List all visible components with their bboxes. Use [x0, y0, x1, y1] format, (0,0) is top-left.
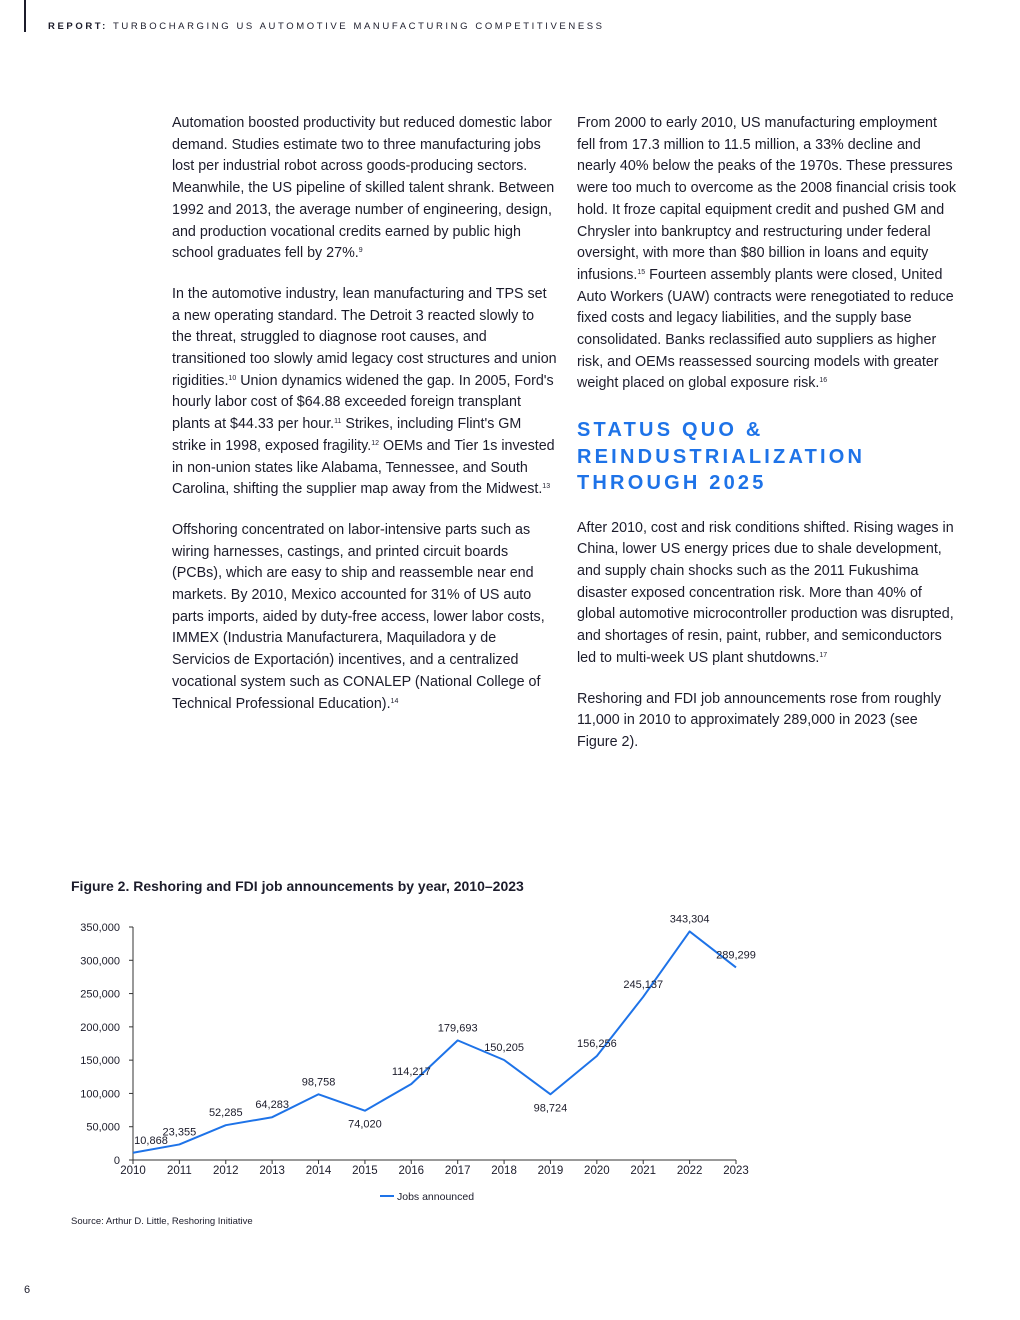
data-label: 98,724 — [533, 1102, 568, 1115]
running-header — [48, 21, 605, 32]
x-tick-label: 2021 — [630, 1165, 657, 1177]
footnote-ref: 15 — [637, 268, 646, 276]
data-label: 23,355 — [162, 1126, 197, 1139]
data-label: 245,137 — [623, 978, 664, 991]
x-tick-label: 2018 — [491, 1165, 517, 1177]
header-title: TURBOCHARGING US AUTOMOTIVE MANUFACTURING COMPETITIVENESS — [112, 21, 605, 32]
footnote-ref: 17 — [819, 651, 828, 659]
series-line-jobs-announced — [133, 931, 736, 1152]
section-heading: STATUS QUO & REINDUSTRIALIZATION THROUGH 2025 — [577, 419, 866, 495]
data-label: 52,285 — [208, 1107, 243, 1120]
data-label: 64,283 — [255, 1099, 289, 1112]
footnote-ref: 14 — [390, 697, 399, 705]
data-label: 343,304 — [669, 913, 710, 926]
x-tick-label: 2017 — [444, 1165, 471, 1177]
y-tick-label: 100,000 — [80, 1088, 120, 1101]
data-label: 114,217 — [391, 1065, 431, 1078]
data-label: 150,205 — [484, 1042, 524, 1055]
footnote-ref: 12 — [371, 439, 379, 447]
x-tick-label: 2019 — [537, 1165, 564, 1177]
left-paragraph-1: Automation boosted productivity but reduced domestic labor demand. Studies estimate two to three manufacturing jobs lost per industrial robot across goods-producing sectors. Meanwhile, the US pipeline of skilled talent shrank. Between 1992 and 2013, the average number of engineering, design, and production vocational credits earned by public high school graduates fell by 27%.$^9$ — [172, 115, 555, 262]
data-label: 74,020 — [348, 1118, 382, 1131]
data-label: 10,868 — [134, 1134, 168, 1147]
x-tick-label: 2011 — [167, 1165, 192, 1177]
y-tick-label: 150,000 — [80, 1055, 120, 1068]
y-tick-label: 300,000 — [80, 955, 120, 968]
right-paragraph-3: Reshoring and FDI job announcements rose from roughly 11,000 in 2010 to approximately 289,000 in 2023 (see Figure 2). — [577, 690, 941, 750]
footnote-ref: 9 — [358, 247, 363, 255]
left-paragraph-3: Offshoring concentrated on labor-intensive parts such as wiring harnesses, castings, and printed circuit boards (PCBs), which are easy to ship and reassemble near end markets. By 2010, Mexico accounted for 31% of US auto parts imports, aided by duty-free access, lower labor costs, IMMEX (Industria Manufacturera, Maquiladora y de Servicios de Exportación) incentives, and a centralized vocational system such as CONALEP (National College of Technical Professional Education).$^{14}$ — [172, 521, 545, 712]
page-number: 6 — [24, 1284, 31, 1296]
x-tick-label: 2014 — [305, 1165, 332, 1177]
data-label: 289,299 — [716, 949, 756, 962]
x-tick-label: 2020 — [584, 1165, 610, 1177]
y-tick-label: 350,000 — [80, 922, 120, 934]
x-tick-label: 2010 — [120, 1165, 146, 1177]
right-column — [577, 113, 957, 773]
left-column — [172, 113, 557, 734]
footnote-ref: 13 — [542, 483, 551, 491]
figure-title: Figure 2. Reshoring and FDI job announcements by year, 2010–2023 — [71, 878, 524, 894]
y-tick-label: 200,000 — [80, 1021, 120, 1034]
legend-label: Jobs announced — [397, 1191, 475, 1203]
left-paragraph-2: In the automotive industry, lean manufacturing and TPS set a new operating standard. The Detroit 3 reacted slowly to the threat, struggled to diagnose root causes, and transitioned too slowly amid legacy cost structures and union rigidities.$^{10}$ Union dynamics widened the gap. In 2005, Ford's hourly labor cost of $64.88 exceeded foreign transplant plants at $44.33 per hour.$^{11}$ Strikes, including Flint's GM strike in 1998, exposed fragility.$^{12}$ OEMs and Tier 1s invested in non-union states like Alabama, Tennessee, and South Carolina, shifting the supplier map away from the Midwest.$^{13}$ — [172, 285, 557, 498]
x-tick-label: 2015 — [352, 1165, 378, 1177]
y-tick-label: 50,000 — [86, 1121, 120, 1134]
x-tick-label: 2013 — [259, 1165, 285, 1177]
y-tick-label: 0 — [113, 1155, 120, 1167]
x-tick-label: 2012 — [212, 1165, 239, 1177]
x-tick-label: 2022 — [676, 1165, 703, 1177]
header-label: REPORT: — [48, 21, 108, 32]
footnote-ref: 10 — [228, 374, 237, 382]
line-chart — [0, 900, 1020, 1212]
header-accent-bar — [24, 0, 26, 32]
footnote-ref: 16 — [819, 377, 828, 385]
x-tick-label: 2023 — [723, 1165, 749, 1177]
data-label: 156,256 — [576, 1037, 617, 1050]
figure-source: Source: Arthur D. Little, Reshoring Initiative — [71, 1216, 253, 1227]
y-tick-label: 250,000 — [80, 988, 120, 1001]
right-paragraph-1: From 2000 to early 2010, US manufacturing employment fell from 17.3 million to 11.5 million, a 33% decline and nearly 40% below the peaks of the 1970s. These pressures were too much to overcome as the 2008 financial crisis took hold. It froze capital equipment credit and pushed GM and Chrysler into bankruptcy and restructuring under federal oversight, with more than $80 billion in loans and equity infusions.$^{15}$ Fourteen assembly plants were closed, United Auto Workers (UAW) contracts were renegotiated to reduce fixed costs and legacy liabilities, and the supply base consolidated. Banks reclassified auto suppliers as higher risk, and OEMs reassessed sourcing models with greater weight placed on global exposure risk.$^{16}$ — [577, 115, 957, 392]
footnote-ref: 11 — [334, 418, 342, 426]
x-tick-label: 2016 — [398, 1165, 425, 1177]
data-label: 98,758 — [301, 1076, 336, 1089]
data-label: 179,693 — [437, 1022, 478, 1035]
right-paragraph-2: After 2010, cost and risk conditions shifted. Rising wages in China, lower US energy prices due to shale development, and supply chain shocks such as the 2011 Fukushima disaster exposed concentration risk. More than 40% of global automotive microcontroller production was disrupted, and shortages of resin, paint, rubber, and semiconductors led to multi-week US plant shutdowns.$^{17}$ — [577, 519, 954, 666]
